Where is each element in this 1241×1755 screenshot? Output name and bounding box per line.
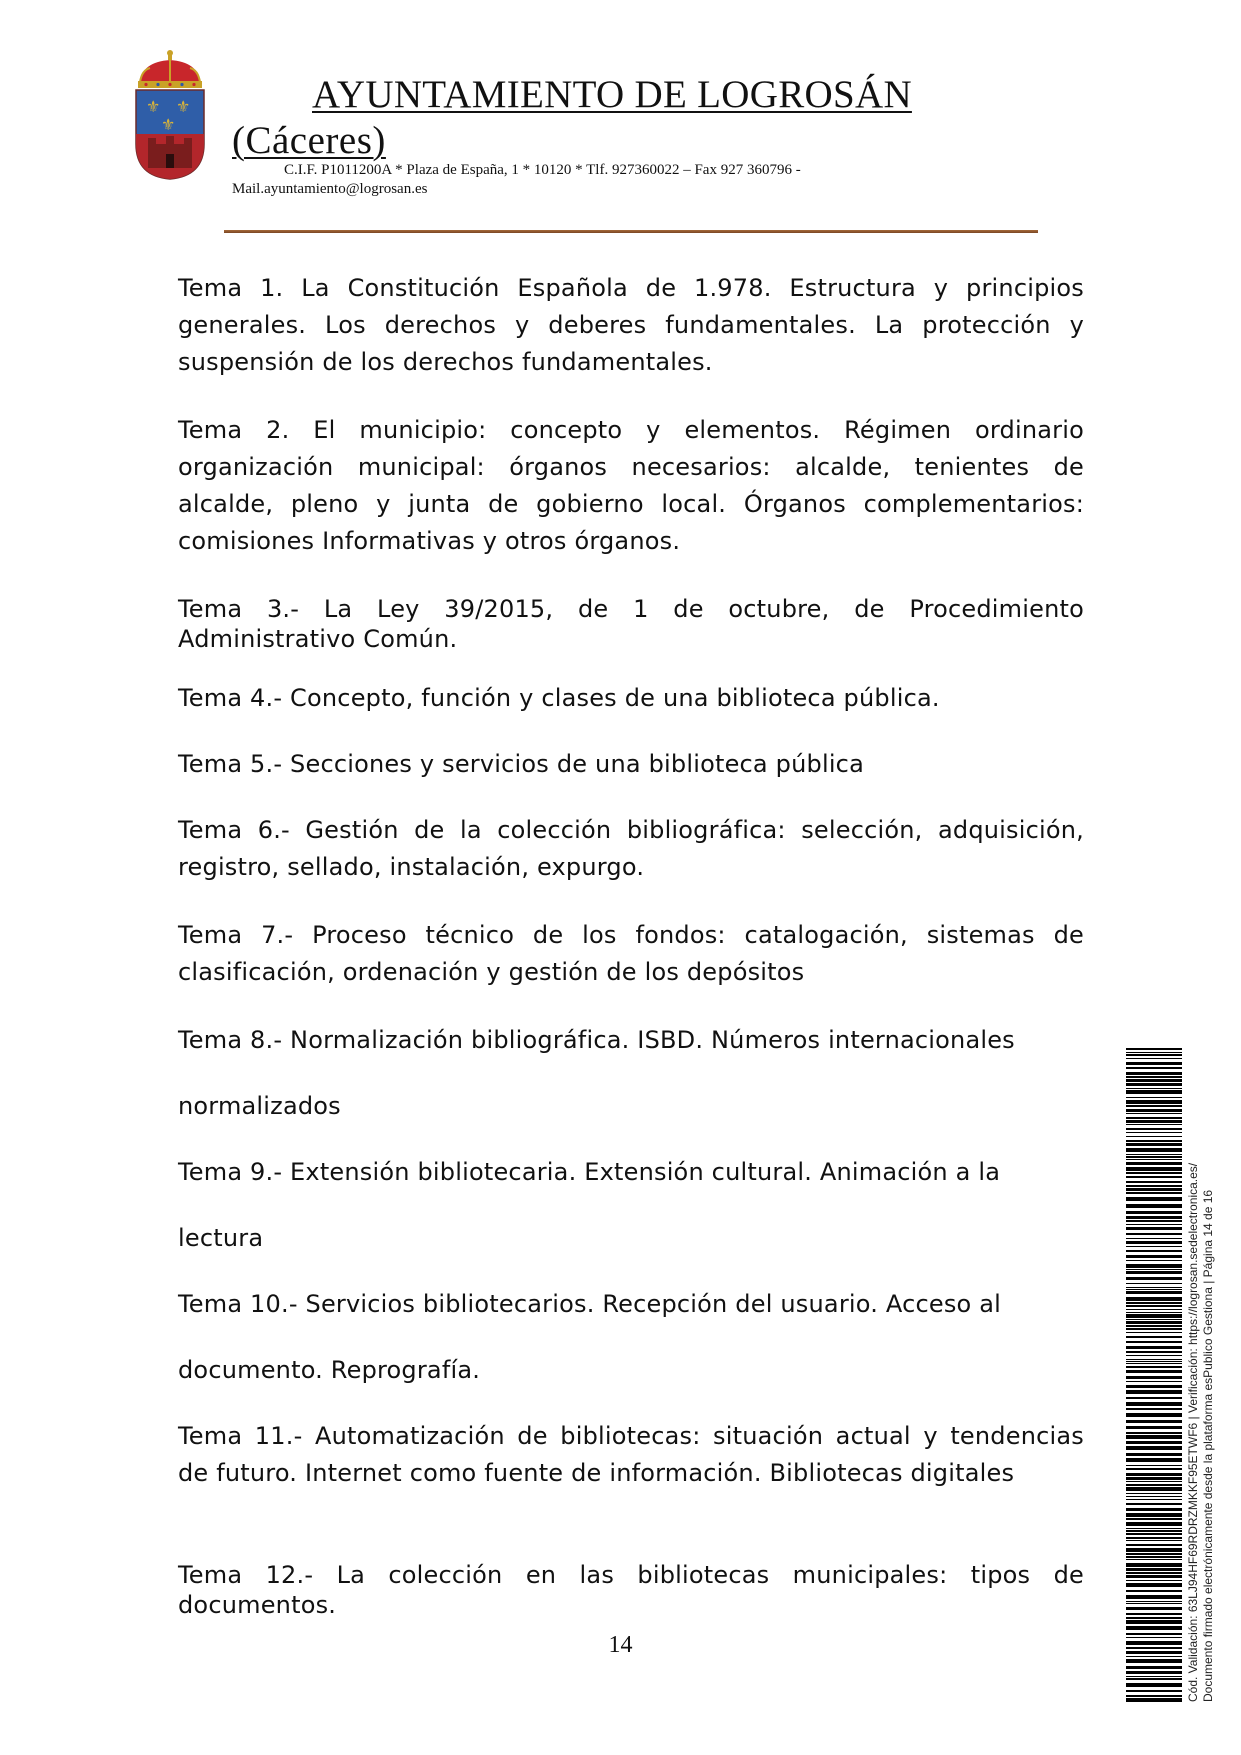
topic-11: Tema 11.- Automatización de bibliotecas: situación actual y tendencias de futuro. Internet como fuente de información. Bibliotecas digitales — [178, 1422, 1084, 1487]
barcode-bar — [1126, 1481, 1182, 1482]
barcode-bar — [1126, 1181, 1182, 1183]
barcode-bar — [1126, 1408, 1182, 1410]
barcode-bar — [1126, 1255, 1182, 1258]
barcode-bar — [1126, 1563, 1182, 1567]
barcode-bar — [1126, 1067, 1182, 1069]
header-divider — [224, 230, 1038, 233]
barcode-bar — [1126, 1271, 1182, 1274]
topic-5: Tema 5.- Secciones y servicios de una biblioteca pública — [178, 750, 864, 778]
verification-text — [1186, 1048, 1216, 1702]
topic-8-cont: normalizados — [178, 1092, 341, 1120]
barcode-bar — [1126, 1312, 1182, 1313]
svg-text:⚜: ⚜ — [176, 97, 191, 116]
barcode-bar — [1126, 1513, 1182, 1517]
barcode-bar — [1126, 1690, 1182, 1692]
barcode-bar — [1126, 1088, 1182, 1089]
barcode-bar — [1126, 1216, 1182, 1219]
barcode-bar — [1126, 1159, 1182, 1160]
topic-10-cont: documento. Reprografía. — [178, 1356, 481, 1384]
barcode-bar — [1126, 1390, 1182, 1394]
barcode-bar — [1126, 1617, 1182, 1619]
barcode-bar — [1126, 1302, 1182, 1304]
barcode-bar — [1126, 1148, 1182, 1152]
barcode-bar — [1126, 1698, 1182, 1702]
topic-9: Tema 9.- Extensión bibliotecaria. Extensión cultural. Animación a la — [178, 1158, 1001, 1186]
topic-12: Tema 12.- La colección en las bibliotecas municipales: tipos de documentos. — [178, 1561, 1084, 1619]
topic-1: Tema 1. La Constitución Española de 1.978. Estructura y principios generales. Los derechos y deberes fundamentales. La protección y suspensión de los derechos fundamentales. — [178, 274, 1084, 376]
barcode-bar — [1126, 1568, 1182, 1571]
barcode-bar — [1126, 1076, 1182, 1078]
barcode-bar — [1126, 1548, 1182, 1552]
barcode-bar — [1126, 1143, 1182, 1146]
barcode-bar — [1126, 1426, 1182, 1429]
barcode-bar — [1126, 1683, 1182, 1687]
barcode-bar — [1126, 1528, 1182, 1529]
barcode-bar — [1126, 1499, 1182, 1500]
svg-text:⚜: ⚜ — [161, 115, 176, 134]
barcode-bar — [1126, 1113, 1182, 1114]
barcode-bar — [1126, 1453, 1182, 1456]
barcode-bar — [1126, 1124, 1182, 1125]
topic-2: Tema 2. El municipio: concepto y elementos. Régimen ordinario organización municipal: órganos necesarios: alcalde, tenientes de alcalde, pleno y junta de gobierno local. Órganos complementarios: comisiones Informativas y otros órganos. — [178, 416, 1084, 555]
barcode-bar — [1126, 1172, 1182, 1174]
barcode-bar — [1126, 1269, 1182, 1270]
header-contact: C.I.F. P1011200A * Plaza de España, 1 * 10120 * Tlf. 927360022 – Fax 927 360796 - — [284, 162, 801, 178]
coat-of-arms-logo — [132, 48, 208, 180]
barcode-bar — [1126, 1048, 1182, 1050]
header-title: AYUNTAMIENTO DE LOGROSÁN — [312, 73, 912, 116]
barcode-bar — [1126, 1062, 1182, 1065]
barcode-bar — [1126, 1572, 1182, 1574]
verification-line-1: Cód. Validación: 63LJ94HF69RDRZMKKF95ETWF6 | Verificación: https://logrosan.sedelectronica.es/ — [1186, 1162, 1200, 1702]
barcode-bar — [1126, 1117, 1182, 1119]
barcode-bar — [1126, 1477, 1182, 1480]
barcode-bar — [1126, 1291, 1182, 1294]
barcode-bar — [1126, 1590, 1182, 1592]
topic-10: Tema 10.- Servicios bibliotecarios. Recepción del usuario. Acceso al — [178, 1290, 1002, 1318]
barcode-bar — [1126, 1580, 1182, 1581]
barcode-bar — [1126, 1626, 1182, 1630]
barcode-bar — [1126, 1559, 1182, 1560]
barcode-bar — [1126, 1508, 1182, 1511]
barcode-bar — [1126, 1656, 1182, 1657]
barcode-bar — [1126, 1188, 1182, 1191]
barcode-bar — [1126, 1544, 1182, 1546]
topic-8: Tema 8.- Normalización bibliográfica. ISBD. Números internacionales — [178, 1026, 1015, 1054]
header-subtitle: (Cáceres) — [232, 119, 386, 162]
barcode-bar — [1126, 1277, 1182, 1280]
barcode-bar — [1126, 1105, 1182, 1107]
barcode-bar — [1126, 1553, 1182, 1555]
barcode-bar — [1126, 1370, 1182, 1373]
barcode-bar — [1126, 1366, 1182, 1368]
barcode-bar — [1126, 1305, 1182, 1307]
barcode-bar — [1126, 1402, 1182, 1406]
barcode-bar — [1126, 1493, 1182, 1494]
barcode-bar — [1126, 1601, 1182, 1602]
barcode-bar — [1126, 1678, 1182, 1680]
barcode-bar — [1126, 1413, 1182, 1417]
barcode-bar — [1126, 1441, 1182, 1444]
barcode-bar — [1126, 1666, 1182, 1669]
verification-line-2: Documento firmado electrónicamente desde la plataforma esPublico Gestiona | Página 14 de 16 — [1201, 1189, 1215, 1702]
barcode-bar — [1126, 1224, 1182, 1225]
barcode-bar — [1126, 1336, 1182, 1338]
barcode-bar — [1126, 1351, 1182, 1353]
barcode-bar — [1126, 1250, 1182, 1252]
barcode-bar — [1126, 1397, 1182, 1399]
barcode-bar — [1126, 1287, 1182, 1288]
barcode-bar — [1126, 1341, 1182, 1343]
barcode-bar — [1126, 1197, 1182, 1201]
barcode-bar — [1126, 1381, 1182, 1382]
header-mail: Mail.ayuntamiento@logrosan.es — [232, 181, 428, 197]
barcode-bar — [1126, 1120, 1182, 1123]
barcode-bar — [1126, 1097, 1182, 1098]
barcode-bar — [1126, 1420, 1182, 1423]
barcode-bar — [1126, 1100, 1182, 1104]
barcode-bar — [1126, 1503, 1182, 1505]
barcode-bar — [1126, 1072, 1182, 1075]
barcode-bar — [1126, 1487, 1182, 1491]
barcode-bar — [1126, 1376, 1182, 1379]
barcode-bar — [1126, 1220, 1182, 1222]
barcode-bar — [1126, 1132, 1182, 1133]
topic-4: Tema 4.- Concepto, función y clases de una biblioteca pública. — [178, 684, 940, 712]
barcode-bar — [1126, 1385, 1182, 1388]
barcode-bar — [1126, 1314, 1182, 1318]
barcode-bar — [1126, 1054, 1182, 1056]
barcode-bar — [1126, 1496, 1182, 1497]
barcode-bar — [1126, 1518, 1182, 1520]
barcode-bar — [1126, 1079, 1182, 1082]
barcode-bar — [1126, 1289, 1182, 1290]
barcode-bar — [1126, 1533, 1182, 1535]
barcode-bar — [1126, 1140, 1182, 1142]
barcode-bar — [1126, 1297, 1182, 1301]
barcode-bar — [1126, 1136, 1182, 1137]
barcode-bar — [1126, 1595, 1182, 1599]
barcode-bar — [1126, 1260, 1182, 1261]
barcode-bar — [1126, 1620, 1182, 1624]
barcode-bar — [1126, 1162, 1182, 1165]
barcode-bar — [1126, 1052, 1182, 1053]
barcode-bar — [1126, 1537, 1182, 1539]
barcode-bar — [1126, 1167, 1182, 1171]
barcode-bar — [1126, 1156, 1182, 1158]
barcode-bar — [1126, 1211, 1182, 1214]
barcode-bar — [1126, 1432, 1182, 1434]
barcode-bar — [1126, 1647, 1182, 1649]
topic-6: Tema 6.- Gestión de la colección bibliográfica: selección, adquisición, registro, sellado, instalación, expurgo. — [178, 816, 1084, 881]
barcode-bar — [1126, 1435, 1182, 1439]
page-number: 14 — [608, 1632, 633, 1658]
barcode-bar — [1126, 1246, 1182, 1247]
barcode-bar — [1126, 1603, 1182, 1604]
barcode-bar — [1126, 1607, 1182, 1610]
barcode-bar — [1126, 1583, 1182, 1587]
barcode-bar — [1126, 1556, 1182, 1558]
barcode-bar — [1126, 1484, 1182, 1486]
barcode-bar — [1126, 1309, 1182, 1310]
barcode-bar — [1126, 1613, 1182, 1615]
barcode-bar — [1126, 1128, 1182, 1130]
barcode-bar — [1126, 1468, 1182, 1470]
barcode-bar — [1126, 1355, 1182, 1356]
barcode-bar — [1126, 1346, 1182, 1349]
barcode-bar — [1126, 1204, 1182, 1208]
barcode-bar — [1126, 1241, 1182, 1244]
barcode-bar — [1126, 1540, 1182, 1541]
barcode-bar — [1126, 1321, 1182, 1324]
barcode-bar — [1126, 1238, 1182, 1239]
barcode-bar — [1126, 1676, 1182, 1677]
barcode-bar — [1126, 1319, 1182, 1320]
topic-9-cont: lectura — [178, 1224, 264, 1252]
barcode-bar — [1126, 1090, 1182, 1094]
barcode-bar — [1126, 1651, 1182, 1654]
topic-7: Tema 7.- Proceso técnico de los fondos: catalogación, sistemas de clasificación, ordenación y gestión de los depósitos — [178, 921, 1084, 986]
barcode-bar — [1126, 1465, 1182, 1466]
barcode-bar — [1126, 1695, 1182, 1697]
barcode-bar — [1126, 1283, 1182, 1284]
barcode-bar — [1126, 1458, 1182, 1462]
barcode-bar — [1126, 1361, 1182, 1362]
barcode-bar — [1126, 1363, 1182, 1364]
barcode-bar — [1126, 1522, 1182, 1526]
barcode-bar — [1126, 1058, 1182, 1059]
barcode-bar — [1126, 1176, 1182, 1178]
barcode-bar — [1126, 1332, 1182, 1333]
barcode-bar — [1126, 1192, 1182, 1194]
barcode-bar — [1126, 1109, 1182, 1112]
topic-3: Tema 3.- La Ley 39/2015, de 1 de octubre, de Procedimiento Administrativo Común. — [178, 595, 1084, 653]
barcode-bar — [1126, 1325, 1182, 1327]
barcode-bar — [1126, 1473, 1182, 1476]
svg-text:⚜: ⚜ — [146, 97, 161, 116]
barcode-bar — [1126, 1154, 1182, 1155]
barcode-bar — [1126, 1633, 1182, 1635]
barcode-bar — [1126, 1671, 1182, 1674]
barcode-bar — [1126, 1637, 1182, 1638]
barcode-bar — [1126, 1446, 1182, 1450]
barcode-bar — [1126, 1328, 1182, 1330]
barcode-bar — [1126, 1641, 1182, 1645]
barcode-bar — [1126, 1530, 1182, 1532]
barcode-bar — [1126, 1575, 1182, 1578]
barcode-bar — [1126, 1185, 1182, 1187]
barcode-bar — [1126, 1233, 1182, 1235]
barcode-bar — [1126, 1359, 1182, 1360]
validation-barcode — [1126, 1048, 1182, 1702]
barcode-bar — [1126, 1264, 1182, 1268]
barcode-bar — [1126, 1659, 1182, 1663]
barcode-bar — [1126, 1227, 1182, 1230]
barcode-bar — [1126, 1083, 1182, 1086]
